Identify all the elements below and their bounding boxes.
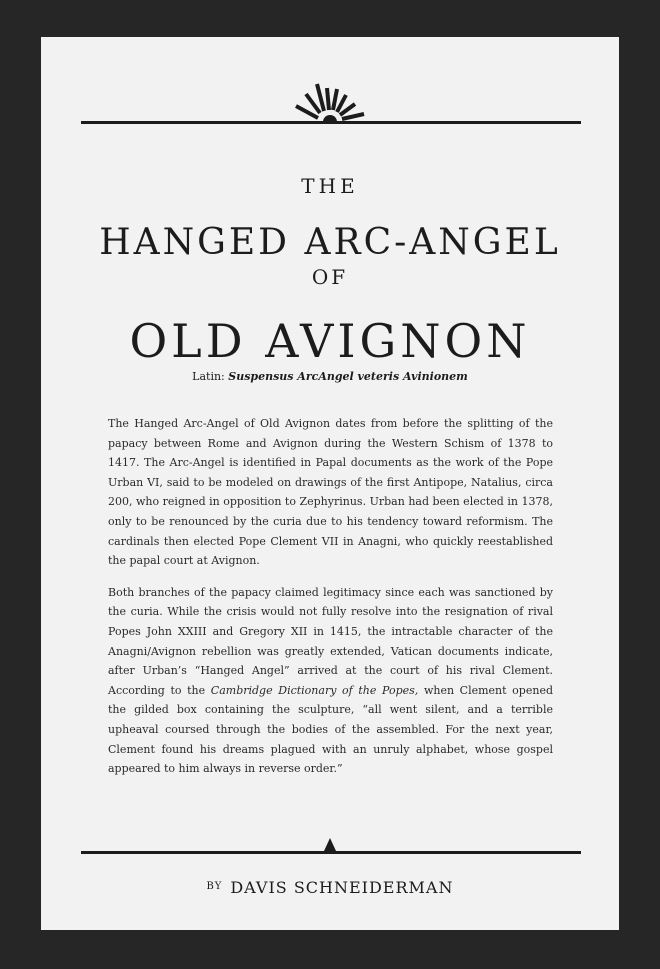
triangle-icon — [324, 838, 336, 851]
cover-page — [41, 37, 619, 930]
title-the: THE — [301, 174, 359, 199]
sunburst-icon — [292, 80, 368, 124]
title-of: OF — [311, 265, 349, 290]
title-place: OLD AVIGNON — [129, 313, 531, 368]
latin-text: Suspensus ArcAngel veteris Avinionem — [228, 370, 468, 383]
title-main: HANGED ARC-ANGEL — [99, 222, 561, 264]
byline — [41, 880, 619, 896]
paragraph-1: The Hanged Arc-Angel of Old Avignon dates from before the splitting of the papacy between Rome and Avignon during the Western Schism of 1378 to 1417. The Arc-Angel is identified in Papal documents as the work of the Pope Urban VI, said to be modeled on drawings of the first Antipope, Natalius, circa 200, who reigned in opposition to Zephyrinus. Urban had been elected in 1378, only to be renounced by the curia due to his tendency toward reformism. The cardinals then elected Pope Clement VII in Anagni, who quickly reestablished the papal court at Avignon. — [108, 417, 553, 568]
author-name: DAVIS SCHNEIDERMAN — [230, 878, 454, 897]
paragraph-2 — [108, 583, 553, 779]
citation: Cambridge Dictionary of the Popes, — [210, 683, 419, 697]
latin-label: Latin: — [192, 370, 225, 383]
latin-subtitle — [41, 371, 619, 382]
body-text — [108, 414, 553, 791]
paragraph-2-end: when Clement opened the gilded box containing the sculpture, “all went silent, and a terrible upheaval coursed through the bodies of the assembled. For the next year, Clement found his dreams plagued with an unruly alphabet, whose gospel appeared to him always in reverse order.” — [108, 683, 553, 776]
bottom-divider — [81, 851, 581, 854]
paragraph-2-start: Both branches of the papacy claimed legitimacy since each was sanctioned by the curia. While the crisis would not fully resolve into the resignation of rival Popes John XXIII and Gregory XII in 1415, the intractable character of the Anagni/Avignon rebellion was greatly extended, Vatican documents indicate, after Urban’s “Hanged Angel” arrived at the court of his rival Clement. According to the — [108, 585, 553, 697]
byline-prefix: BY — [206, 881, 223, 892]
top-divider — [81, 121, 581, 124]
